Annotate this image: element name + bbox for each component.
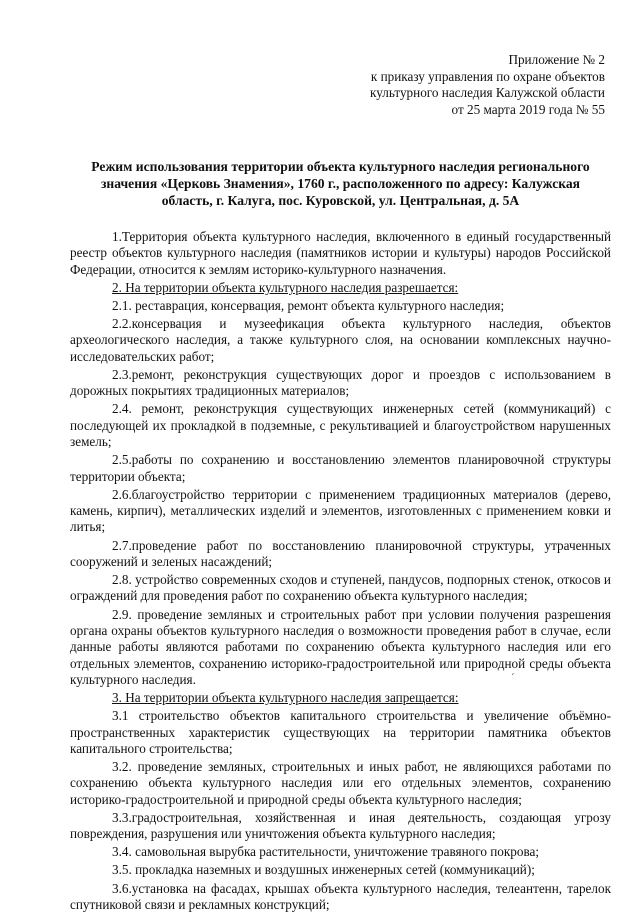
appendix-authority-line: культурного наследия Калужской области: [370, 85, 605, 100]
paragraph-2-3: 2.3.ремонт, реконструкция существующих дорог и проездов с использованием в дорожных покрытиях традиционных материалов;: [70, 366, 611, 399]
paragraph-2-4: 2.4. ремонт, реконструкция существующих инженерных сетей (коммуникаций) с последующей их прокладкой в подземные, с рекультивацией и благоустройством нарушенных земель;: [70, 401, 611, 450]
paragraph-2-8: 2.8. устройство современных сходов и ступеней, пандусов, подпорных стенок, откосов и ограждений для проведения работ по сохранению объекта культурного наследия;: [70, 572, 611, 604]
paragraph-3-1: 3.1 строительство объектов капитального строительства и увеличение объёмно-пространственных характеристик существующих на территории памятника объектов капитального строительства;: [70, 708, 611, 756]
appendix-block: [70, 52, 605, 118]
paragraph-1: 1.Территория объекта культурного наследия, включенного в единый государственный реестр объектов культурного наследия (памятников истории и культуры) народов Российской Федерации, относится к землям историко-культурного назначения.: [70, 229, 611, 277]
appendix-number: Приложение № 2: [508, 52, 605, 67]
paragraph-2-5: 2.5.работы по сохранению и восстановлению элементов планировочной структуры территории объекта;: [70, 452, 611, 484]
paragraph-3-6: 3.6.установка на фасадах, крышах объекта культурного наследия, телеантенн, тарелок спутниковой связи и рекламных конструкций;: [70, 880, 611, 912]
paragraph-3-4: 3.4. самовольная вырубка растительности, уничтожение травяного покрова;: [112, 844, 540, 860]
appendix-order-line: к приказу управления по охране объектов: [370, 68, 605, 84]
paragraph-2-6: 2.6.благоустройство территории с применением традиционных материалов (дерево, камень, кирпич), металлических изделий и элементов, изготовленных с применением ковки и литья;: [70, 486, 611, 535]
section-heading-2: 2. На территории объекта культурного наследия разрешается:: [112, 279, 459, 295]
document-title: Режим использования территории объекта культурного наследия регионального значения «Церковь Знамения», 1760 г., расположенного по адресу: Калужская область, г. Калуга, пос. Куровской, ул. Центральная, д. 5А: [91, 159, 590, 208]
paragraph-3-3: 3.3.градостроительная, хозяйственная и иная деятельность, создающая угрозу повреждения, разрушения или уничтожения объекта культурного наследия;: [70, 809, 611, 842]
section-heading-3: 3. На территории объекта культурного наследия запрещается:: [112, 690, 459, 706]
paragraph-3-5: 3.5. прокладка наземных и воздушных инженерных сетей (коммуникаций);: [112, 862, 535, 878]
paragraph-2-1: 2.1. реставрация, консервация, ремонт объекта культурного наследия;: [112, 297, 505, 313]
paragraph-2-2: 2.2.консервация и музеефикация объекта культурного наследия, объектов археологического наследия, а также культурного слоя, на основании комплексных научно-исследовательских работ;: [70, 316, 611, 364]
paragraph-3-2: 3.2. проведение земляных, строительных и иных работ, не являющихся работами по сохранению объекта культурного наследия или его отдельных элементов, сохранению историко-градостроительной и природной среды объекта культурного наследия;: [70, 759, 611, 807]
paragraph-2-7: 2.7.проведение работ по восстановлению планировочной структуры, утраченных сооружений и зеленых насаждений;: [70, 537, 611, 569]
paragraph-2-9: 2.9. проведение земляных и строительных работ при условии получения разрешения органа охраны объектов культурного наследия о возможности проведения работ в случае, если данные работы являются работами по сохранению объекта культурного наследия или его отдельных элементов, сохранению историко-градостроительной или природной среды объекта культурного наследия.: [70, 606, 611, 687]
appendix-date-line: от 25 марта 2019 года № 55: [451, 101, 605, 117]
document-body: [70, 229, 611, 913]
stray-pen-mark: ´: [511, 672, 515, 684]
